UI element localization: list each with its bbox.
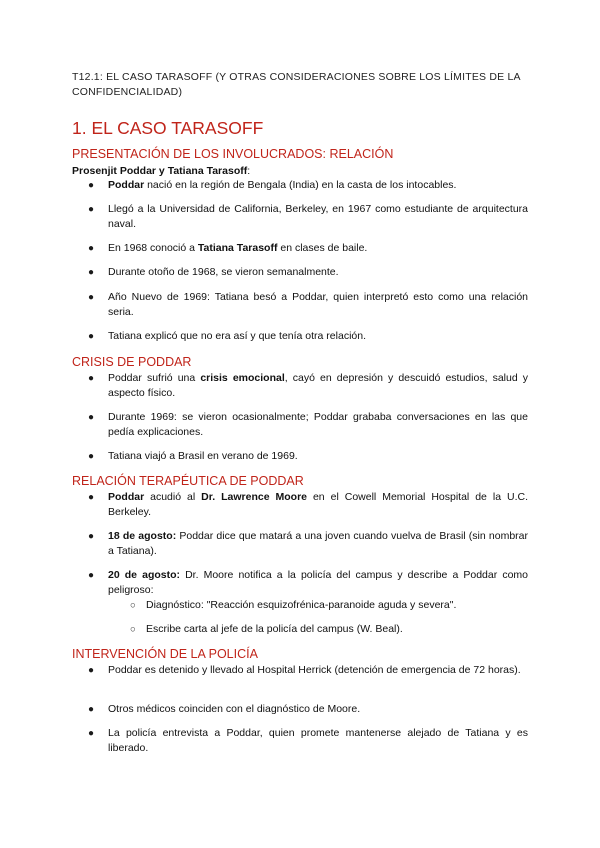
hollow-bullet-icon: ○ xyxy=(130,624,136,635)
item-text: Poddar dice que matará a una joven cuando vuelva de Brasil (sin nombrar a Tatiana). xyxy=(108,530,528,557)
bullet-icon: ● xyxy=(88,331,95,342)
bullet-icon: ● xyxy=(88,728,95,739)
intro-names: Prosenjit Poddar y Tatiana Tarasoff xyxy=(72,165,248,177)
list-item xyxy=(72,449,528,464)
bullet-icon: ● xyxy=(88,492,95,503)
bullet-icon: ● xyxy=(88,704,95,715)
item-text: Tatiana viajó a Brasil en verano de 1969. xyxy=(108,450,298,462)
item-text: Llegó a la Universidad de California, Berkeley, en 1967 como estudiante de arquitectura naval. xyxy=(108,203,528,230)
bold-text: 18 de agosto: xyxy=(108,530,177,542)
section-heading-relacion: PRESENTACIÓN DE LOS INVOLUCRADOS: RELACIÓN xyxy=(72,147,394,161)
bullet-icon: ● xyxy=(88,180,95,191)
item-text: acudió al xyxy=(144,491,202,503)
item-text: Otros médicos coinciden con el diagnóstico de Moore. xyxy=(108,703,361,715)
item-text: Dr. Moore notifica a la policía del campus y describe a Poddar como peligroso: xyxy=(108,569,528,596)
sub-list-item xyxy=(72,598,528,613)
hollow-bullet-icon: ○ xyxy=(130,600,136,611)
list-item xyxy=(72,290,528,320)
list-item xyxy=(72,241,528,256)
bullet-icon: ● xyxy=(88,665,95,676)
bold-text: 20 de agosto: xyxy=(108,569,181,581)
item-text: en clases de baile. xyxy=(277,242,368,254)
bullet-icon: ● xyxy=(88,451,95,462)
item-text: nació en la región de Bengala (India) en la casta de los intocables. xyxy=(144,179,457,191)
item-text: Año Nuevo de 1969: Tatiana besó a Poddar, quien interpretó esto como una relación seria. xyxy=(108,291,528,318)
list-item xyxy=(72,178,528,193)
bold-text: Dr. Lawrence Moore xyxy=(201,491,308,503)
list-item xyxy=(72,529,528,559)
section-heading-policia: INTERVENCIÓN DE LA POLICÍA xyxy=(72,647,258,661)
item-text: en el Cowell Memorial Hospital de la U.C. Berkeley. xyxy=(108,491,528,518)
item-text: Poddar es detenido y llevado al Hospital Herrick (detención de emergencia de 72 horas). xyxy=(108,664,521,676)
section-heading-crisis: CRISIS DE PODDAR xyxy=(72,355,192,369)
bullet-icon: ● xyxy=(88,570,95,581)
item-text: Poddar sufrió una xyxy=(108,372,201,384)
list-item xyxy=(72,663,528,678)
bold-text: Tatiana Tarasoff xyxy=(197,242,278,254)
list-item xyxy=(72,202,528,232)
main-heading: 1. EL CASO TARASOFF xyxy=(72,118,264,138)
document-title: T12.1: EL CASO TARASOFF (Y OTRAS CONSIDERACIONES SOBRE LOS LÍMITES DE LA CONFIDENCIALIDAD) xyxy=(72,71,521,98)
section-heading-terapeutica: RELACIÓN TERAPÉUTICA DE PODDAR xyxy=(72,474,304,488)
item-text: Diagnóstico: "Reacción esquizofrénica-paranoide aguda y severa". xyxy=(146,599,457,611)
item-text: , cayó en depresión y descuidó estudios, salud y aspecto físico. xyxy=(108,372,529,399)
list-item xyxy=(72,726,528,756)
item-text: Durante otoño de 1968, se vieron semanalmente. xyxy=(108,266,339,278)
list-item xyxy=(72,265,528,280)
list-item xyxy=(72,329,528,344)
bold-text: Poddar xyxy=(108,491,145,503)
item-text: Durante 1969: se vieron ocasionalmente; Poddar grababa conversaciones en las que pedía explicaciones. xyxy=(108,411,528,438)
bullet-icon: ● xyxy=(88,373,95,384)
item-text: La policía entrevista a Poddar, quien promete mantenerse alejado de Tatiana y es liberado. xyxy=(108,727,528,754)
item-text: Tatiana explicó que no era así y que tenía otra relación. xyxy=(108,330,366,342)
bullet-icon: ● xyxy=(88,267,95,278)
list-item xyxy=(72,490,528,520)
list-item xyxy=(72,568,528,598)
sub-list-item xyxy=(72,622,528,637)
item-text: En 1968 conoció a xyxy=(108,242,198,254)
section-intro xyxy=(72,164,250,178)
list-item xyxy=(72,410,528,440)
bullet-icon: ● xyxy=(88,292,95,303)
intro-colon: : xyxy=(247,165,251,177)
bullet-icon: ● xyxy=(88,243,95,254)
bullet-icon: ● xyxy=(88,412,95,423)
bullet-icon: ● xyxy=(88,204,95,215)
bullet-icon: ● xyxy=(88,531,95,542)
bold-text: crisis emocional xyxy=(200,372,285,384)
bold-text: Poddar xyxy=(108,179,145,191)
list-item xyxy=(72,371,528,401)
item-text: Escribe carta al jefe de la policía del campus (W. Beal). xyxy=(146,623,403,635)
list-item xyxy=(72,702,528,717)
